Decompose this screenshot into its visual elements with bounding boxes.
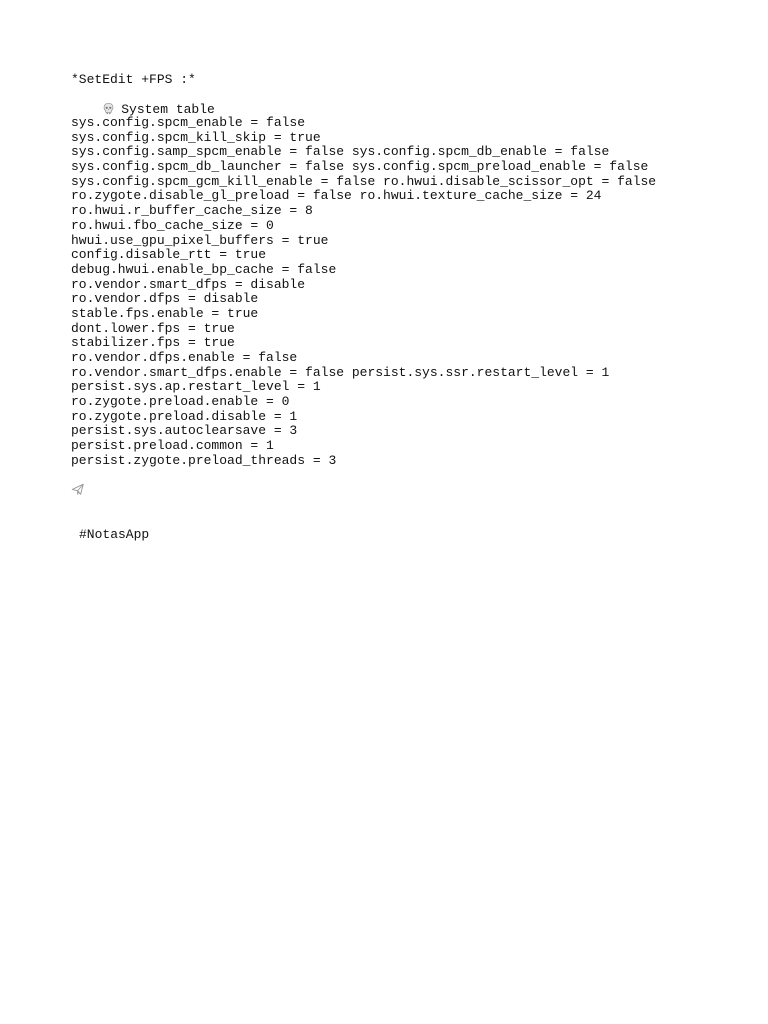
setting-line: sys.config.spcm_kill_skip = true (71, 129, 321, 145)
settings-list (71, 116, 751, 469)
send-icon (71, 482, 85, 496)
setting-line: persist.zygote.preload_threads = 3 (71, 452, 337, 468)
setting-line: persist.preload.common = 1 (71, 438, 274, 454)
document-title: *SetEdit +FPS :* (71, 72, 196, 87)
setting-line: ro.vendor.dfps.enable = false (71, 350, 298, 365)
subtitle-text: System table (121, 102, 215, 117)
skull-icon (102, 102, 115, 115)
setting-line: sys.config.spcm_db_launcher = false sys.config.spcm_preload_enable = false (71, 159, 649, 175)
setting-line: ro.vendor.dfps = disable (71, 291, 259, 307)
setting-line: ro.vendor.smart_dfps.enable = false persist.sys.ssr.restart_level = 1 (71, 364, 610, 380)
setting-line: config.disable_rtt = true (71, 247, 267, 263)
setting-line: stable.fps.enable = true (71, 305, 259, 321)
setting-line: sys.config.samp_spcm_enable = false sys.config.spcm_db_enable = false (71, 144, 610, 160)
setting-line: persist.sys.autoclearsave = 3 (71, 423, 298, 439)
setting-line: dont.lower.fps = true (71, 320, 235, 336)
setting-line: ro.hwui.r_buffer_cache_size = 8 (71, 203, 313, 219)
document-body (71, 72, 751, 469)
setting-line: sys.config.spcm_enable = false (71, 115, 306, 130)
setting-line: ro.zygote.preload.enable = 0 (71, 394, 290, 410)
setting-line: stabilizer.fps = true (71, 335, 235, 351)
setting-line: sys.config.spcm_gcm_kill_enable = false ro.hwui.disable_scissor_opt = false (71, 173, 657, 189)
setting-line: ro.zygote.disable_gl_preload = false ro.hwui.texture_cache_size = 24 (71, 188, 602, 204)
setting-line: persist.sys.ap.restart_level = 1 (71, 379, 321, 395)
setting-line: ro.zygote.preload.disable = 1 (71, 408, 298, 424)
document-subtitle (71, 87, 751, 117)
setting-line: hwui.use_gpu_pixel_buffers = true (71, 232, 329, 248)
setting-line: ro.vendor.smart_dfps = disable (71, 276, 306, 292)
hashtag-label: #NotasApp (79, 527, 150, 542)
setting-line: ro.hwui.fbo_cache_size = 0 (71, 217, 274, 233)
setting-line: debug.hwui.enable_bp_cache = false (71, 261, 337, 277)
